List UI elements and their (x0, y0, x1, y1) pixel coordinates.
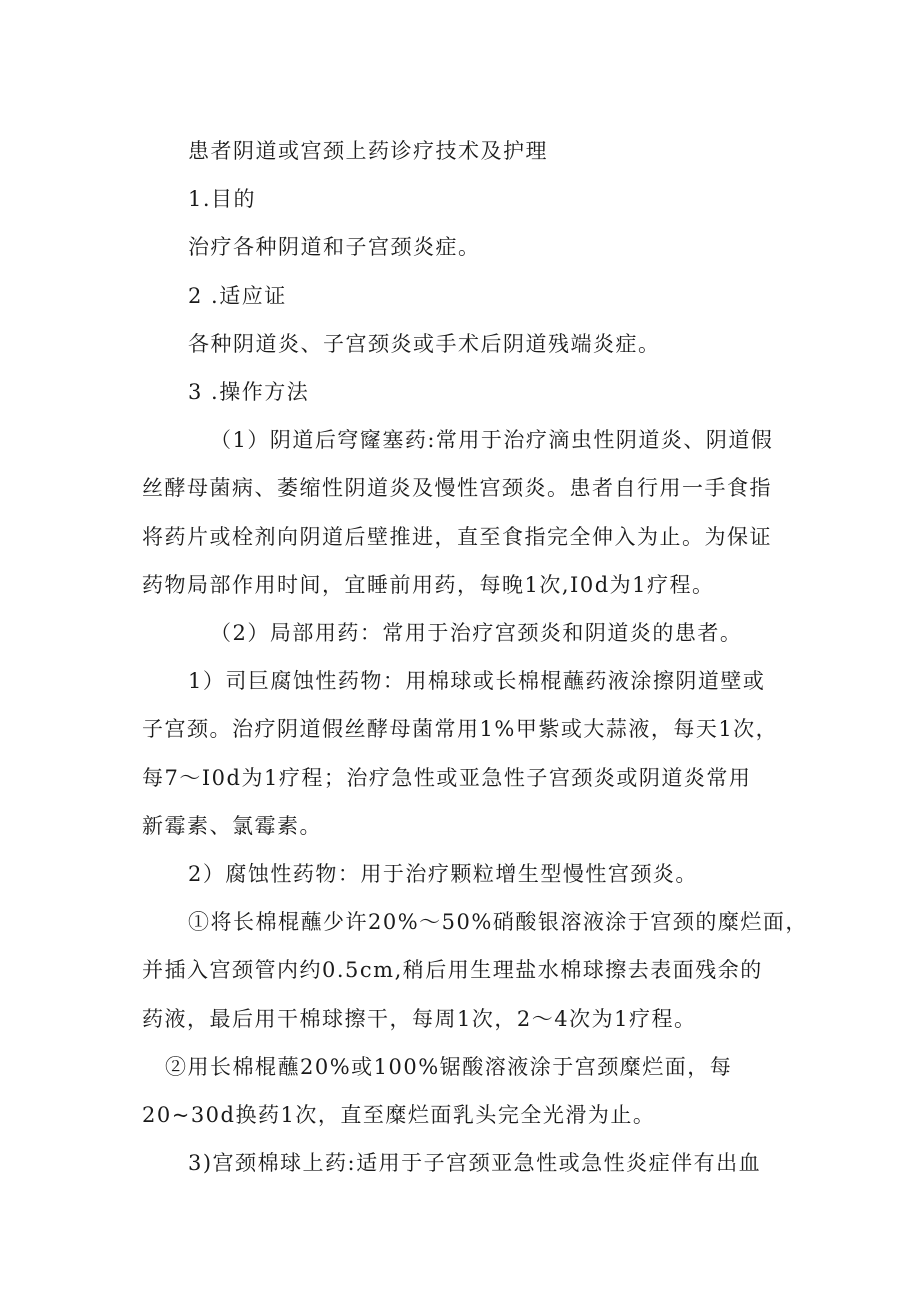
paragraph-line: 20~30d换药1次，直至糜烂面乳头完全光滑为止。 (142, 1103, 656, 1127)
paragraph-line: ①将长棉棍蘸少许20%～50%硝酸银溶液涂于宫颈的糜烂面， (188, 910, 808, 934)
paragraph-line: ②用长棉棍蘸20%或100%锯酸溶液涂于宫颈糜烂面，每 (165, 1055, 733, 1079)
section-heading-indications: 2 .适应证 (188, 284, 287, 308)
paragraph-line: 治疗各种阴道和子宫颈炎症。 (188, 235, 481, 259)
paragraph-line: 将药片或栓剂向阴道后壁推进，直至食指完全伸入为止。为保证 (142, 525, 772, 549)
document-title: 患者阴道或宫颈上药诊疗技术及护理 (188, 139, 548, 163)
paragraph-line: 新霉素、氯霉素。 (142, 814, 322, 838)
paragraph-line: 丝酵母菌病、萎缩性阴道炎及慢性宫颈炎。患者自行用一手食指 (142, 476, 772, 500)
paragraph-line: （1）阴道后穹窿塞药:常用于治疗滴虫性阴道炎、阴道假 (210, 428, 774, 452)
paragraph-line: 2）腐蚀性药物：用于治疗颗粒增生型慢性宫颈炎。 (188, 862, 698, 886)
paragraph-line: 3)宫颈棉球上药:适用于子宫颈亚急性或急性炎症伴有出血 (188, 1151, 762, 1175)
section-heading-purpose: 1.目的 (188, 187, 257, 211)
paragraph-line: 子宫颈。治疗阴道假丝酵母菌常用1%甲紫或大蒜液，每天1次， (142, 717, 779, 741)
paragraph-line: 并插入宫颈管内约0.5cm,稍后用生理盐水棉球擦去表面残余的 (142, 958, 763, 982)
paragraph-line: 药物局部作用时间，宜睡前用药，每晚1次,I0d为1疗程。 (142, 573, 715, 597)
paragraph-line: 每7～I0d为1疗程；治疗急性或亚急性子宫颈炎或阴道炎常用 (142, 766, 752, 790)
paragraph-line: 药液，最后用干棉球擦干，每周1次，2～4次为1疗程。 (142, 1007, 697, 1031)
paragraph-line: 各种阴道炎、子宫颈炎或手术后阴道残端炎症。 (188, 332, 661, 356)
paragraph-line: 1）司巨腐蚀性药物：用棉球或长棉棍蘸药液涂擦阴道壁或 (188, 669, 766, 693)
section-heading-method: 3 .操作方法 (188, 380, 310, 404)
paragraph-line: （2）局部用药：常用于治疗宫颈炎和阴道炎的患者。 (210, 621, 743, 645)
